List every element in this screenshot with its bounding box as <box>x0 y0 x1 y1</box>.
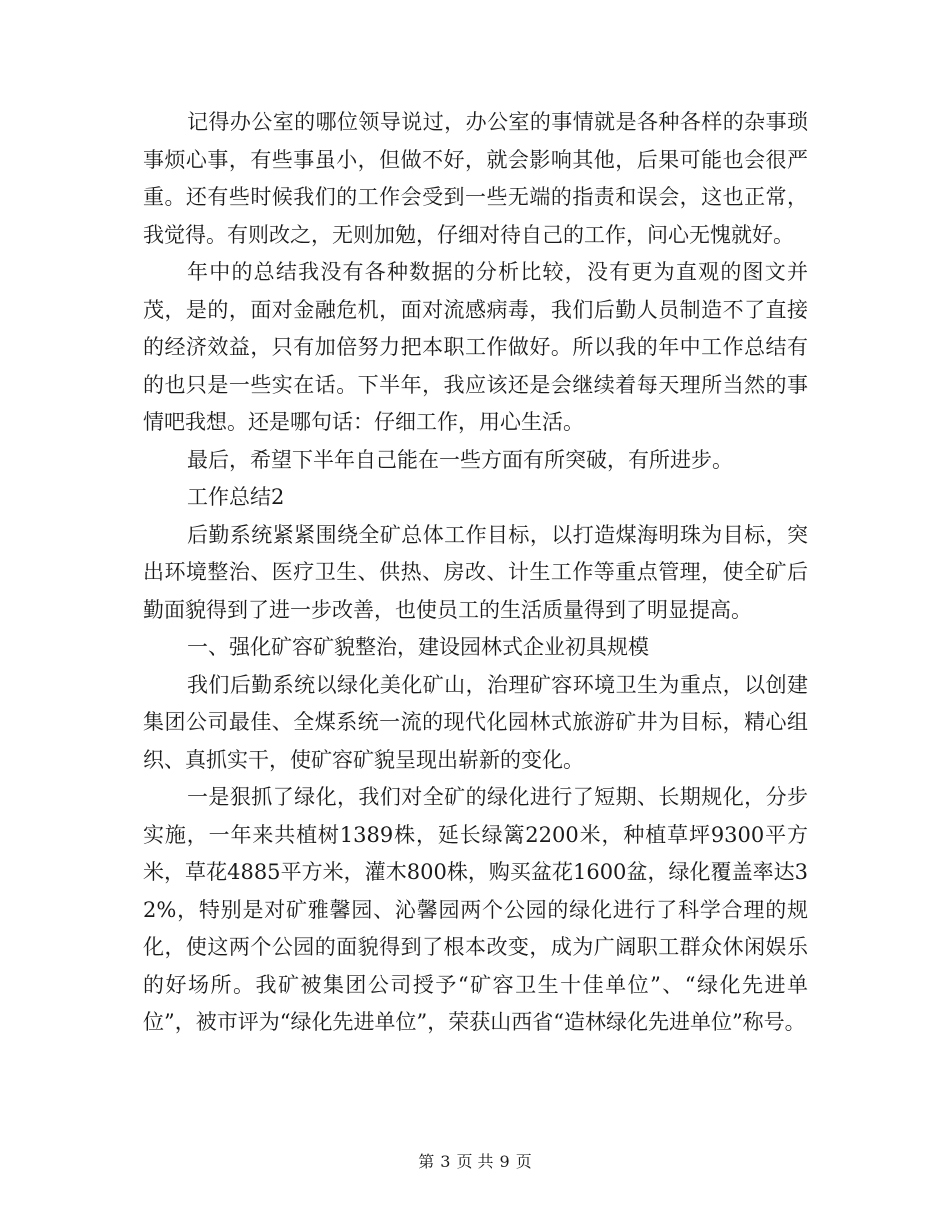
paragraph: 一是狠抓了绿化，我们对全矿的绿化进行了短期、长期规化，分步实施，一年来共植树1389株，延长绿篱2200米，种植草坪9300平方米，草花4885平方米，灌木800株，购买盆花1600盆，绿化覆盖率达32%，特别是对矿雅馨园、沁馨园两个公园的绿化进行了科学合理的规化，使这两个公园的面貌得到了根本改变，成为广阔职工群众休闲娱乐的好场所。我矿被集团公司授予“矿容卫生十佳单位”、“绿化先进单位”，被市评为“绿化先进单位”，荣获山西省“造林绿化先进单位”称号。 <box>143 785 808 1034</box>
footer-suffix: 页 <box>515 1152 532 1171</box>
section-heading: 一、强化矿容矿貌整治，建设园林式企业初具规模 <box>187 635 649 659</box>
total-pages-number: 9 <box>499 1152 510 1171</box>
page-footer <box>0 1150 950 1174</box>
footer-prefix: 第 <box>418 1152 435 1171</box>
paragraph: 我们后勤系统以绿化美化矿山，治理矿容环境卫生为重点，以创建集团公司最佳、全煤系统一流的现代化园林式旅游矿井为目标，精心组织、真抓实干，使矿容矿貌呈现出崭新的变化。 <box>143 672 808 772</box>
paragraph: 记得办公室的哪位领导说过，办公室的事情就是各种各样的杂事琐事烦心事，有些事虽小，但做不好，就会影响其他，后果可能也会很严重。还有些时候我们的工作会受到一些无端的指责和误会，这也正常，我觉得。有则改之，无则加勉，仔细对待自己的工作，问心无愧就好。 <box>143 110 808 247</box>
footer-middle: 页 共 <box>456 1152 494 1171</box>
section-heading: 工作总结2 <box>187 485 285 509</box>
current-page-number: 3 <box>440 1152 451 1171</box>
paragraph: 最后，希望下半年自己能在一些方面有所突破，有所进步。 <box>187 447 733 472</box>
paragraph: 年中的总结我没有各种数据的分析比较，没有更为直观的图文并茂，是的，面对金融危机，面对流感病毒，我们后勤人员制造不了直接的经济效益，只有加倍努力把本职工作做好。所以我的年中工作总结有的也只是一些实在话。下半年，我应该还是会继续着每天理所当然的事情吧我想。还是哪句话：仔细工作，用心生活。 <box>143 260 808 434</box>
paragraph: 后勤系统紧紧围绕全矿总体工作目标，以打造煤海明珠为目标，突出环境整治、医疗卫生、供热、房改、计生工作等重点管理，使全矿后勤面貌得到了进一步改善，也使员工的生活质量得到了明显提高。 <box>143 522 808 622</box>
document-body <box>143 104 808 1042</box>
